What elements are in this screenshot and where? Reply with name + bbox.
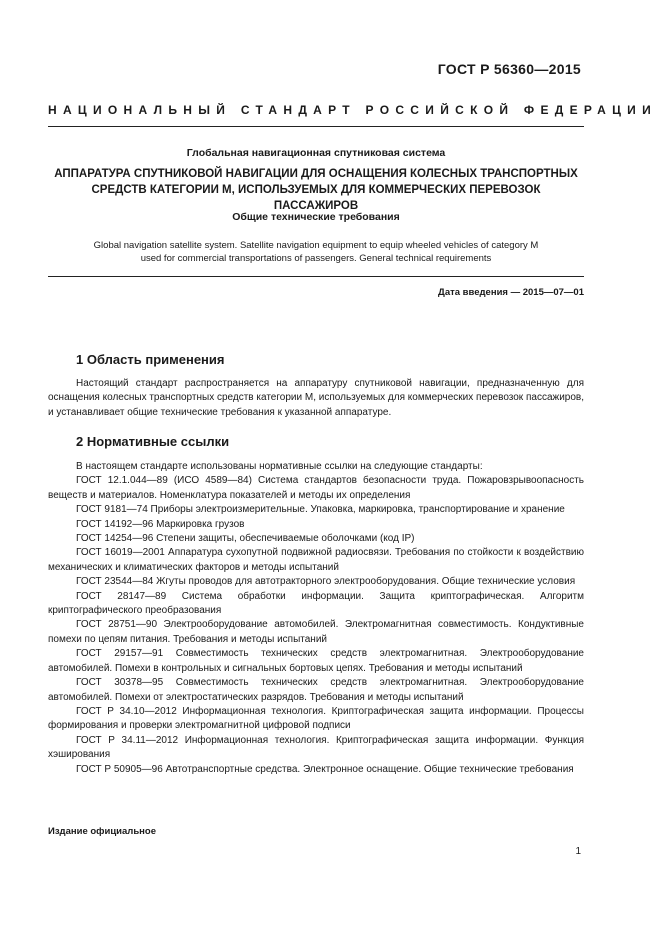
section-heading-scope: 1 Область применения [76,352,225,367]
reference-item: ГОСТ 16019—2001 Аппаратура сухопутной подвижной радиосвязи. Требования по стойкости к воздействию механических и климатических факторов и методы испытаний [48,547,584,573]
reference-item: ГОСТ Р 34.11—2012 Информационная технология. Криптографическая защита информации. Функция хэширования [48,734,584,761]
reference-item: ГОСТ 14192—96 Маркировка грузов [76,518,245,530]
reference-item: ГОСТ Р 50905—96 Автотранспортные средства. Электронное оснащение. Общие технические требования [76,763,574,775]
reference-item: ГОСТ 29157—91 Совместимость технических средств электромагнитная. Электрооборудование автомобилей. Помехи в контрольных и сигнальных бортовых цепях. Требования и методы испытаний [48,648,584,674]
sub-title: Общие технические требования [232,211,400,223]
system-title: Глобальная навигационная спутниковая система [186,147,446,159]
reference-item: ГОСТ Р 34.10—2012 Информационная технология. Криптографическая защита информации. Процессы формирования и проверки электромагнитной цифровой подписи [48,705,584,732]
scope-text [48,377,584,420]
main-title-line: СРЕДСТВ КАТЕГОРИИ М, ИСПОЛЬЗУЕМЫХ ДЛЯ КОММЕРЧЕСКИХ ПЕРЕВОЗОК ПАССАЖИРОВ [91,184,541,212]
reference-item: ГОСТ 28751—90 Электрооборудование автомобилей. Электромагнитная совместимость. Кондуктивные помехи по цепям питания. Требования и методы испытаний [48,619,584,645]
main-title [48,166,584,214]
scope-paragraph: Настоящий стандарт распространяется на аппаратуру спутниковой навигации, предназначенную для оснащения колесных транспортных средств категории М, используемых для коммерческих перевозок пассажиров, и устанавливает общие технические требования к указанной аппаратуре. [48,378,584,418]
reference-item: ГОСТ 28147—89 Система обработки информации. Защита криптографическая. Алгоритм криптографического преобразования [48,590,584,617]
main-title-line: АППАРАТУРА СПУТНИКОВОЙ НАВИГАЦИИ ДЛЯ ОСНАЩЕНИЯ КОЛЕСНЫХ ТРАНСПОРТНЫХ [54,168,578,180]
page-number: 1 [575,846,581,857]
english-title-line: used for commercial transportations of passengers. General technical requirements [140,253,492,264]
reference-item: ГОСТ 14254—96 Степени защиты, обеспечиваемые оболочками (код IP) [76,533,415,545]
reference-item: ГОСТ 30378—95 Совместимость технических средств электромагнитная. Электрооборудование автомобилей. Помехи от электростатических разрядов. Требования и методы испытаний [48,677,584,703]
official-edition-label: Издание официальное [48,826,156,837]
references-list [48,460,584,777]
section-heading-references: 2 Нормативные ссылки [76,434,230,449]
english-title-line: Global navigation satellite system. Satellite navigation equipment to equip wheeled vehicles of category M [93,240,539,251]
introduction-date: Дата введения — 2015—07—01 [438,287,584,298]
reference-item: ГОСТ 9181—74 Приборы электроизмерительные. Упаковка, маркировка, транспортирование и хранение [76,504,565,516]
top-divider [48,126,584,127]
reference-item: ГОСТ 12.1.044—89 (ИСО 4589—84) Система стандартов безопасности труда. Пожаровзрывоопасность веществ и материалов. Номенклатура показателей и методы их определения [48,475,584,501]
reference-item: ГОСТ 23544—84 Жгуты проводов для автотракторного электрооборудования. Общие технические условия [76,576,576,588]
national-standard-banner: НАЦИОНАЛЬНЫЙ СТАНДАРТ РОССИЙСКОЙ ФЕДЕРАЦИИ [48,103,658,117]
bottom-divider [48,276,584,277]
document-number: ГОСТ Р 56360—2015 [437,61,581,77]
english-title [48,239,584,265]
references-intro: В настоящем стандарте использованы нормативные ссылки на следующие стандарты: [76,461,483,472]
